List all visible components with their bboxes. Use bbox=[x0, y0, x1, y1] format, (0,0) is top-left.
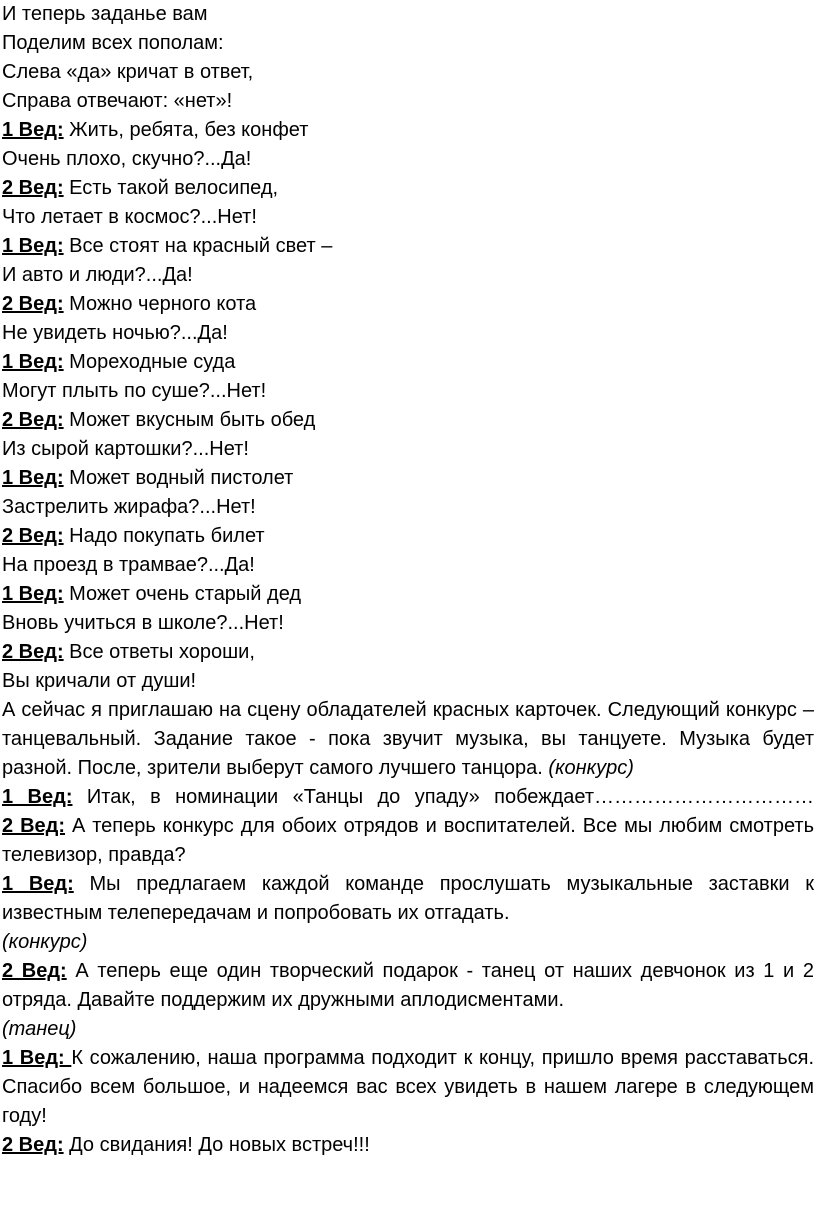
poem-line bbox=[2, 290, 814, 319]
paragraph-tv-instructions bbox=[2, 870, 814, 928]
poem-line bbox=[2, 0, 814, 29]
poem-line-text: Вы кричали от души! bbox=[2, 670, 197, 692]
paragraph-text: До свидания! До новых встреч!!! bbox=[63, 1134, 370, 1156]
poem-line-text: Застрелить жирафа?...Нет! bbox=[2, 496, 256, 518]
poem-line-text: Может вкусным быть обед bbox=[63, 409, 316, 431]
poem-line bbox=[2, 667, 814, 696]
speaker-label: 1 Вед: bbox=[2, 235, 64, 257]
poem-line bbox=[2, 174, 814, 203]
poem-line bbox=[2, 87, 814, 116]
speaker-label: 2 Вед: bbox=[2, 409, 64, 431]
paragraph-tv-contest bbox=[2, 812, 814, 870]
paragraph-text: А теперь конкурс для обоих отрядов и воспитателей. Все мы любим смотреть телевизор, правда? bbox=[2, 815, 814, 866]
paragraph-text: А теперь еще один творческий подарок - танец от наших девчонок из 1 и 2 отряда. Давайте поддержим их дружными аплодисментами. bbox=[2, 960, 814, 1011]
paragraph-text: А сейчас я приглашаю на сцену обладателей красных карточек. Следующий конкурс – танцевальный. Задание такое - пока звучит музыка, вы танцуете. Музыка будет разной. После, зрители выберут самого лучшего танцора. bbox=[2, 699, 814, 779]
speaker-label: 2 Вед: bbox=[2, 525, 64, 547]
speaker-label: 1 Вед: bbox=[2, 467, 64, 489]
poem-line bbox=[2, 377, 814, 406]
poem-line bbox=[2, 406, 814, 435]
speaker-label: 2 Вед: bbox=[2, 1134, 64, 1156]
poem-line bbox=[2, 29, 814, 58]
paragraph-text: К сожалению, наша программа подходит к концу, пришло время расставаться. Спасибо всем большое, и надеемся вас всех увидеть в нашем лагере в следующем году! bbox=[2, 1047, 814, 1127]
poem-line-text: Все стоят на красный свет – bbox=[63, 235, 333, 257]
poem-line-text: Можно черного кота bbox=[63, 293, 257, 315]
paragraph-goodbye bbox=[2, 1131, 814, 1160]
paragraph-text: Мы предлагаем каждой команде прослушать музыкальные заставки к известным телепередачам и попробовать их отгадать. bbox=[2, 873, 814, 924]
paragraph-dance-contest bbox=[2, 696, 814, 783]
poem-line-text: Справа отвечают: «нет»! bbox=[2, 90, 233, 112]
speaker-label: 2 Вед: bbox=[2, 177, 64, 199]
poem-line bbox=[2, 319, 814, 348]
speaker-label: 2 Вед: bbox=[2, 641, 64, 663]
speaker-label: 2 Вед: bbox=[2, 293, 64, 315]
poem-line-text: Может очень старый дед bbox=[63, 583, 302, 605]
poem-line-text: Может водный пистолет bbox=[63, 467, 294, 489]
poem-line bbox=[2, 551, 814, 580]
speaker-label: 1 Вед: bbox=[2, 1047, 72, 1069]
speaker-label: 2 Вед: bbox=[2, 815, 65, 837]
speaker-label: 2 Вед: bbox=[2, 960, 67, 982]
stage-note: (конкурс) bbox=[2, 931, 88, 953]
poem-line bbox=[2, 232, 814, 261]
poem-line-text: Надо покупать билет bbox=[63, 525, 265, 547]
paragraph-farewell bbox=[2, 1044, 814, 1131]
speaker-label: 1 Вед: bbox=[2, 351, 64, 373]
poem-line bbox=[2, 203, 814, 232]
poem-line bbox=[2, 261, 814, 290]
poem-line-text: Слева «да» кричат в ответ, bbox=[2, 61, 254, 83]
poem-line-text: Не увидеть ночью?...Да! bbox=[2, 322, 228, 344]
poem-line bbox=[2, 580, 814, 609]
paragraph-dance-gift bbox=[2, 957, 814, 1015]
poem-line bbox=[2, 435, 814, 464]
poem-line bbox=[2, 493, 814, 522]
paragraph-winner bbox=[2, 783, 814, 812]
poem-line-text: Все ответы хороши, bbox=[63, 641, 255, 663]
poem-block bbox=[2, 0, 814, 696]
poem-line-text: На проезд в трамвае?...Да! bbox=[2, 554, 255, 576]
poem-line-text: Вновь учиться в школе?...Нет! bbox=[2, 612, 284, 634]
poem-line bbox=[2, 58, 814, 87]
stage-note: (танец) bbox=[2, 1018, 77, 1040]
poem-line bbox=[2, 348, 814, 377]
poem-line bbox=[2, 464, 814, 493]
poem-line-text: Могут плыть по суше?...Нет! bbox=[2, 380, 267, 402]
paragraph-text: Итак, в номинации «Танцы до упаду» побеждает…………………………… bbox=[72, 786, 814, 808]
poem-line bbox=[2, 116, 814, 145]
poem-line-text: Мореходные суда bbox=[63, 351, 236, 373]
stage-note: (конкурс) bbox=[548, 757, 634, 779]
poem-line-text: Очень плохо, скучно?...Да! bbox=[2, 148, 252, 170]
speaker-label: 1 Вед: bbox=[2, 119, 64, 141]
poem-line bbox=[2, 609, 814, 638]
poem-line bbox=[2, 522, 814, 551]
poem-line-text: Поделим всех пополам: bbox=[2, 32, 224, 54]
poem-line-text: Жить, ребята, без конфет bbox=[63, 119, 309, 141]
poem-line-text: Из сырой картошки?...Нет! bbox=[2, 438, 249, 460]
speaker-label: 1 Вед: bbox=[2, 786, 73, 808]
speaker-label: 1 Вед: bbox=[2, 873, 74, 895]
poem-line-text: И теперь заданье вам bbox=[2, 3, 208, 25]
poem-line bbox=[2, 638, 814, 667]
poem-line-text: Что летает в космос?...Нет! bbox=[2, 206, 257, 228]
poem-line-text: И авто и люди?...Да! bbox=[2, 264, 193, 286]
speaker-label: 1 Вед: bbox=[2, 583, 64, 605]
poem-line bbox=[2, 145, 814, 174]
poem-line-text: Есть такой велосипед, bbox=[63, 177, 279, 199]
